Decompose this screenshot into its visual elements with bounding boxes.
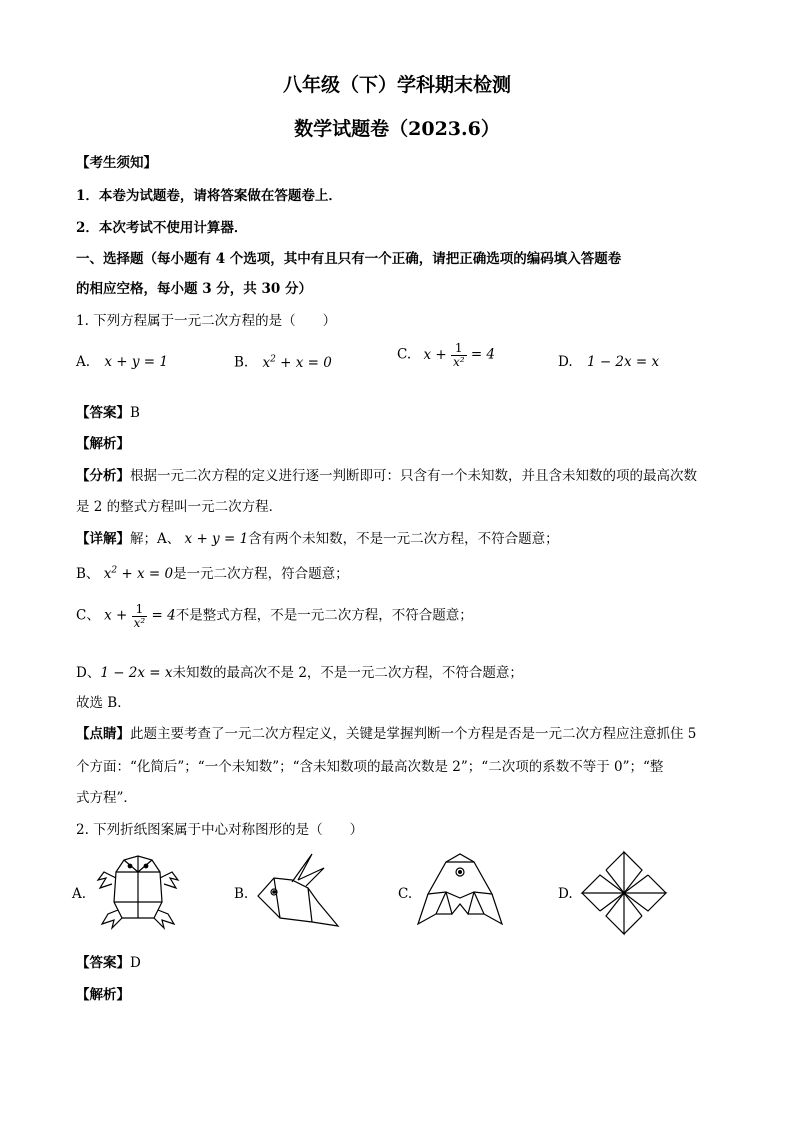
q1-xiangjie-a	[76, 527, 559, 547]
option-label: C.	[397, 346, 412, 363]
xiangjie-d-post: 未知数的最高次不是 2，不是一元二次方程，不符合题意；	[172, 665, 523, 681]
xiangjie-b-post: 是一元二次方程，符合题意；	[173, 566, 349, 582]
q1-xiangjie-b	[76, 562, 349, 582]
q1-conclusion: 故选 B．	[76, 695, 131, 711]
xiangjie-c-post: 不是整式方程，不是一元二次方程，不符合题意；	[175, 607, 473, 624]
q1-stem: 1. 下列方程属于一元二次方程的是（ ）	[76, 313, 337, 329]
xiangjie-d-pre: D、	[76, 665, 101, 681]
q1-dianjing-line-3: 式方程”．	[76, 790, 137, 806]
xiangjie-b-pre: B、	[76, 566, 100, 582]
notice-item-2: 2．本次考试不使用计算器．	[76, 220, 248, 236]
dianjing-text: 此题主要考查了一元二次方程定义，关键是掌握判断一个方程是否是一元二次方程应注意抓住 5	[130, 726, 697, 742]
fenxi-text: 根据一元二次方程的定义进行逐一判断即可：只含有一个未知数，并且含未知数的项的最高次数	[130, 468, 697, 484]
xiangjie-b-rest: + x = 0	[117, 566, 174, 582]
option-pre: x +	[423, 346, 447, 363]
xiangjie-c-numerator: 1	[132, 603, 148, 617]
origami-rabbit-icon	[252, 852, 344, 932]
option-label: A.	[76, 354, 91, 370]
notice-heading: 【考生须知】	[76, 155, 157, 171]
q2-option-d-label: D.	[558, 886, 573, 902]
option-post: = 4	[470, 346, 496, 363]
origami-frog-icon	[90, 852, 186, 932]
option-numerator: 1	[451, 342, 467, 356]
answer-value: B	[130, 405, 140, 421]
dianjing-tag: 【点睛】	[76, 726, 130, 742]
q2-option-b-label: B.	[234, 886, 249, 902]
page-title: 八年级（下）学科期末检测	[282, 74, 511, 96]
q1-option-d	[558, 354, 659, 370]
q2-option-a-label: A.	[72, 886, 87, 902]
origami-pinwheel-icon	[576, 850, 672, 936]
q1-analysis-tag: 【解析】	[76, 436, 130, 452]
q1-option-a	[76, 354, 168, 370]
notice-item-1: 1．本卷为试题卷，请将答案做在答题卷上．	[76, 188, 342, 204]
option-label: B.	[234, 354, 249, 371]
xiangjie-b-base: x	[103, 566, 112, 582]
q1-fenxi-line-1	[76, 464, 697, 484]
xiangjie-b-exponent: 2	[111, 565, 118, 576]
section-heading-line-1: 一、选择题（每小题有 4 个选项，其中有且只有一个正确，请把正确选项的编码填入答题卷	[76, 251, 622, 267]
xiangjie-a-pre: 解；A、	[130, 531, 181, 547]
q1-option-c	[397, 342, 495, 368]
option-rest: + x = 0	[275, 354, 332, 371]
option-expr: 1 − 2x = x	[586, 354, 660, 370]
q2-answer	[76, 951, 141, 971]
xiangjie-c-x: x +	[104, 607, 128, 624]
section-heading-line-2: 的相应空格，每小题 3 分，共 30 分）	[76, 281, 312, 297]
answer-tag: 【答案】	[76, 405, 130, 421]
xiangjie-a-expr: x + y = 1	[184, 531, 249, 547]
q2-option-c-label: C.	[398, 886, 413, 902]
q1-dianjing-line-2: 个方面：“化简后”；“一个未知数”；“含未知数项的最高次数是 2”；“二次项的系数不等于 0”；“整	[76, 759, 664, 775]
q1-xiangjie-d	[76, 661, 523, 681]
xiangjie-tag: 【详解】	[76, 531, 130, 547]
q2-stem: 2. 下列折纸图案属于中心对称图形的是（ ）	[76, 822, 364, 838]
option-denominator: x²	[452, 354, 465, 369]
option-base: x	[262, 354, 271, 371]
q1-dianjing-line-1	[76, 722, 696, 742]
option-expr: x + y = 1	[104, 354, 168, 370]
xiangjie-c-denominator: x²	[133, 615, 146, 630]
answer-tag: 【答案】	[76, 955, 130, 971]
fenxi-tag: 【分析】	[76, 468, 130, 484]
q1-answer	[76, 401, 140, 421]
page-subtitle: 数学试题卷（2023.6）	[294, 118, 500, 140]
option-label: D.	[558, 354, 573, 370]
q1-fenxi-line-2: 是 2 的整式方程叫一元二次方程．	[76, 499, 283, 515]
q2-analysis-tag: 【解析】	[76, 987, 130, 1003]
q1-option-b	[234, 354, 332, 371]
option-exponent: 2	[270, 354, 276, 364]
xiangjie-d-expr: 1 − 2x = x	[100, 665, 173, 681]
xiangjie-a-post: 含有两个未知数，不是一元二次方程，不符合题意；	[248, 531, 559, 547]
origami-bird-icon	[416, 852, 506, 932]
xiangjie-c-eq: = 4	[151, 607, 176, 624]
q1-xiangjie-c	[76, 603, 473, 629]
answer-value: D	[130, 955, 141, 971]
xiangjie-c-pre: C、	[76, 607, 100, 624]
